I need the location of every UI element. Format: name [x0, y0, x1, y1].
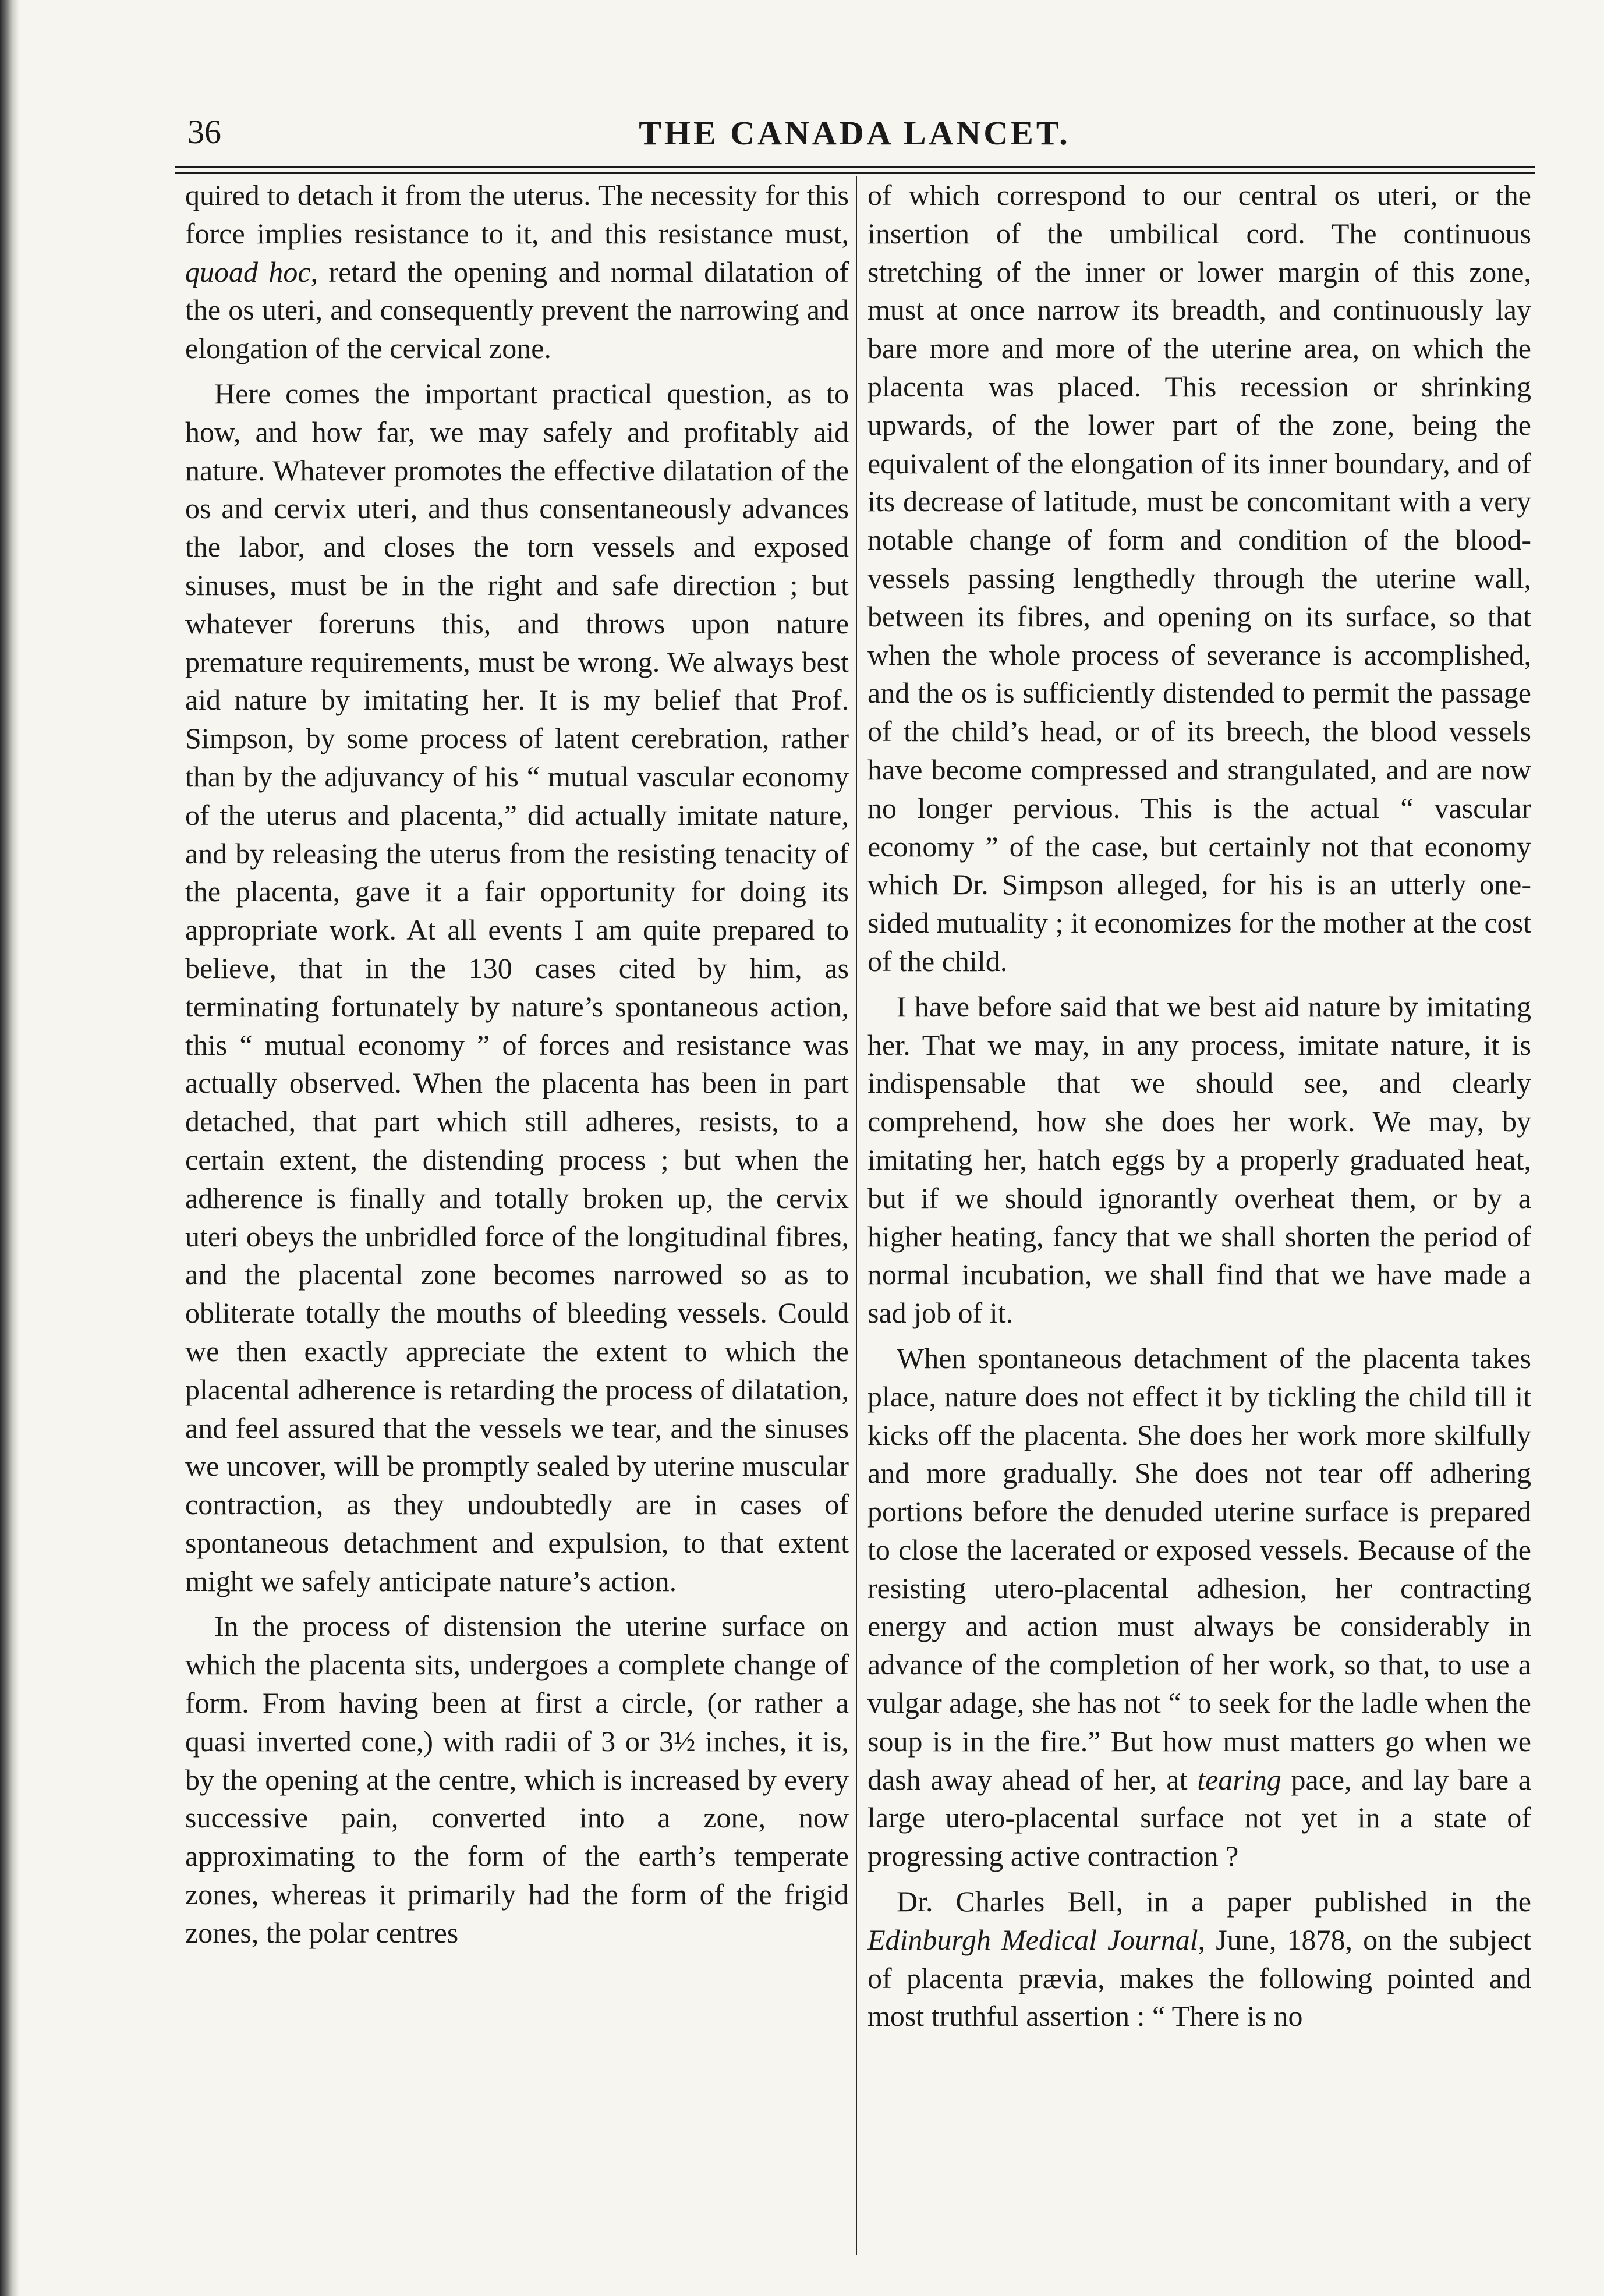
- paragraph: Dr. Charles Bell, in a paper published in the Edinburgh Medical Journal, June, 1878, on the subject of placenta prævia, makes the following pointed and most truthful assertion : “ There is no: [867, 1885, 1531, 2033]
- text-columns: [175, 176, 1535, 2255]
- running-head: THE CANADA LANCET.: [639, 114, 1071, 152]
- paragraph: quired to detach it from the uterus. The necessity for this force implies resistance to it, and this resistance must, quoad hoc, retard the opening and normal dilatation of the os uteri, and consequently prevent the narrowing and elongation of the cervical zone.: [185, 179, 849, 365]
- paragraph: In the process of distension the uterine surface on which the placenta sits, undergoes a complete change of form. From having been at first a circle, (or rather a quasi inverted cone,) with radii of 3 or 3½ inches, it is, by the opening at the centre, which is increased by every successive pain, converted into a zone, now approximating to the form of the earth’s temperate zones, whereas it primarily had the form of the frigid zones, the polar centres: [185, 1610, 849, 1949]
- paragraph: Here comes the important practical question, as to how, and how far, we may safely and profitably aid nature. Whatever promotes the effective dilatation of the os and cervix uteri, and thus consentaneously advances the labor, and closes the torn vessels and exposed sinuses, must be in the right and safe direction ; but whatever foreruns this, and throws upon nature premature requirements, must be wrong. We always best aid nature by imitating her. It is my belief that Prof. Simpson, by some process of latent cerebration, rather than by the adjuvancy of his “ mutual vascular economy of the uterus and placenta,” did actually imitate nature, and by releasing the uterus from the resisting tenacity of the placenta, gave it a fair opportunity for doing its appropriate work. At all events I am quite prepared to believe, that in the 130 cases cited by him, as terminating fortunately by nature’s spontaneous action, this “ mutual economy ” of forces and resistance was actually observed. When the placenta has been in part detached, that part which still adheres, resists, to a certain extent, the distending process ; but when the adherence is finally and totally broken up, the cervix uteri obeys the unbridled force of the longitudinal fibres, and the placental zone becomes narrowed so as to obliterate totally the mouths of bleeding vessels. Could we then exactly appreciate the extent to which the placental adherence is retarding the process of dilatation, and feel assured that the vessels we tear, and the sinuses we uncover, will be promptly sealed by uterine muscular contraction, as they undoubtedly are in cases of spontaneous detachment and expulsion, to that extent might we safely anticipate nature’s action.: [185, 377, 849, 1597]
- left-column: [185, 176, 849, 2255]
- scan-edge-shadow: [0, 0, 20, 2296]
- right-column: [867, 176, 1531, 2255]
- paragraph: I have before said that we best aid nature by imitating her. That we may, in any process, imitate nature, it is indispensable that we should see, and clearly comprehend, how she does her work. We may, by imitating her, hatch eggs by a properly graduated heat, but if we should ignorantly overheat them, or by a higher heating, fancy that we shall shorten the period of normal incubation, we shall find that we have made a sad job of it.: [867, 990, 1531, 1330]
- column-divider: [856, 176, 857, 2255]
- paragraph: of which correspond to our central os uteri, or the insertion of the umbilical cord. The continuous stretching of the inner or lower margin of this zone, must at once narrow its breadth, and continuously lay bare more and more of the uterine area, on which the placenta was placed. This recession or shrinking upwards, of the lower part of the zone, being the equivalent of the elongation of its inner boundary, and of its decrease of latitude, must be concomitant with a very notable change of form and condition of the blood-vessels passing lengthedly through the uterine wall, between its fibres, and opening on its surface, so that when the whole process of severance is accomplished, and the os is sufficiently distended to permit the passage of the child’s head, or of its breech, the blood vessels have become compressed and strangulated, and are now no longer pervious. This is the actual “ vascular economy ” of the case, but certainly not that economy which Dr. Simpson alleged, for his is an utterly one-sided mutuality ; it economizes for the mother at the cost of the child.: [867, 179, 1531, 977]
- page: [175, 108, 1535, 2262]
- header-double-rule: [175, 166, 1535, 174]
- page-number: 36: [187, 113, 221, 151]
- page-header: [175, 108, 1535, 166]
- paragraph: When spontaneous detachment of the placenta takes place, nature does not effect it by tickling the child till it kicks off the placenta. She does her work more skilfully and more gradually. She does not tear off adhering portions before the denuded uterine surface is prepared to close the lacerated or exposed vessels. Because of the resisting utero-placental adhesion, her contracting energy and action must always be considerably in advance of the completion of her work, so that, to use a vulgar adage, she has not “ to seek for the ladle when the soup is in the fire.” But how must matters go when we dash away ahead of her, at tearing pace, and lay bare a large utero-placental surface not yet in a state of progressing active contraction ?: [867, 1341, 1531, 1873]
